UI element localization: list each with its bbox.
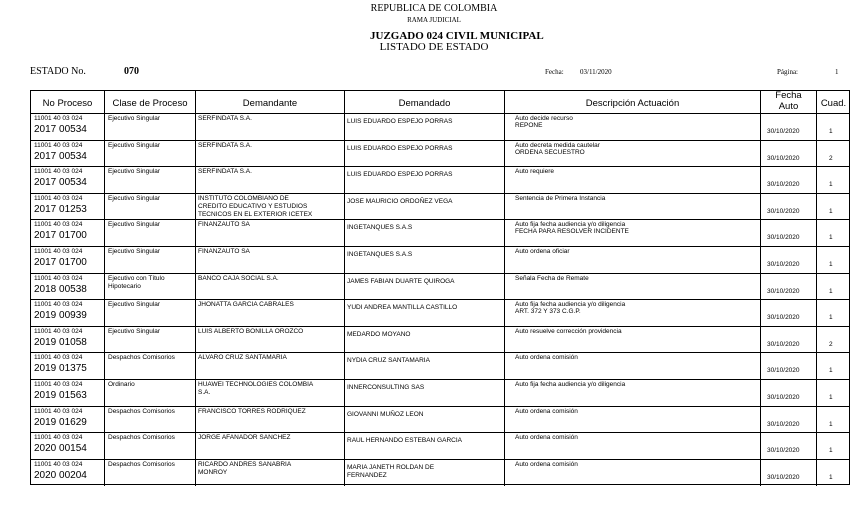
descripcion-detalle: ORDENA SECUESTRO: [515, 149, 585, 156]
cuaderno: 1: [829, 314, 833, 321]
demandado: MEDARDO MOYANO: [347, 331, 411, 338]
header-listado: LISTADO DE ESTADO: [379, 41, 489, 53]
demandado: INNERCONSULTING SAS: [347, 384, 425, 391]
radicado-number: 2019 01375: [34, 363, 87, 374]
cuaderno: 2: [829, 341, 833, 348]
descripcion-actuacion: Auto requiere: [515, 168, 555, 175]
cuaderno: 1: [829, 421, 833, 428]
descripcion-actuacion: Auto fija fecha audiencia y/o diligencia: [515, 301, 626, 308]
radicado-code: 11001 40 03 024: [34, 142, 83, 149]
demandante-line2: S.A.: [198, 389, 211, 396]
table-row[interactable]: [30, 220, 850, 246]
radicado-number: 2017 00534: [34, 124, 87, 135]
cuaderno: 2: [829, 155, 833, 162]
cuaderno: 1: [829, 128, 833, 135]
descripcion-actuacion: Auto fija fecha audiencia y/o diligencia: [515, 221, 626, 228]
table-row[interactable]: [30, 460, 850, 486]
radicado-number: 2017 00534: [34, 151, 87, 162]
demandante: FRANCISCO TORRES RODRIQUEZ: [198, 408, 306, 415]
col-header-cuad: Cuad.: [820, 98, 847, 109]
header-rama: RAMA JUDICIAL: [407, 16, 461, 24]
cuaderno: 1: [829, 208, 833, 215]
fecha-auto: 30/10/2020: [767, 155, 800, 162]
radicado-code: 11001 40 03 024: [34, 328, 83, 335]
radicado-code: 11001 40 03 024: [34, 301, 83, 308]
radicado-code: 11001 40 03 024: [34, 461, 83, 468]
demandante: JORGE AFANADOR SANCHEZ: [198, 434, 291, 441]
radicado-number: 2017 01253: [34, 204, 87, 215]
demandante: LUIS ALBERTO BONILLA OROZCO: [198, 328, 304, 335]
table-row[interactable]: [30, 194, 850, 220]
table-row[interactable]: [30, 327, 850, 353]
fecha-auto: 30/10/2020: [767, 474, 800, 481]
fecha-auto: 30/10/2020: [767, 261, 800, 268]
demandado: LUIS EDUARDO ESPEJO PORRAS: [347, 171, 453, 178]
demandante: SERFINDATA S.A.: [198, 142, 252, 149]
fecha-auto: 30/10/2020: [767, 421, 800, 428]
demandante: ALVARO CRUZ SANTAMARIA: [198, 354, 287, 361]
radicado-number: 2020 00154: [34, 443, 87, 454]
demandado: JOSE MAURICIO ORDOÑEZ VEGA: [347, 198, 453, 205]
demandado: INGETANQUES S.A.S: [347, 251, 413, 258]
demandado: NYDIA CRUZ SANTAMARIA: [347, 357, 430, 364]
col-header-fecha: Fecha: [775, 90, 802, 101]
descripcion-actuacion: Auto fija fecha audiencia y/o diligencia: [515, 381, 626, 388]
fecha-auto: 30/10/2020: [767, 341, 800, 348]
clase-proceso: Ejecutivo con Título: [108, 275, 165, 282]
radicado-number: 2019 01058: [34, 337, 87, 348]
clase-proceso: Ejecutivo Singular: [108, 168, 161, 175]
radicado-number: 2018 00538: [34, 284, 87, 295]
table-row[interactable]: [30, 433, 850, 459]
demandante: SERFINDATA S.A.: [198, 115, 252, 122]
clase-proceso: Ordinario: [108, 381, 135, 388]
fecha-auto: 30/10/2020: [767, 234, 800, 241]
demandado: LUIS EDUARDO ESPEJO PORRAS: [347, 145, 453, 152]
table-row[interactable]: [30, 247, 850, 273]
cuaderno: 1: [829, 181, 833, 188]
col-header-no-proceso: No Proceso: [42, 98, 93, 109]
fecha-auto: 30/10/2020: [767, 367, 800, 374]
demandado: LUIS EDUARDO ESPEJO PORRAS: [347, 118, 453, 125]
col-header-auto: Auto: [778, 101, 799, 112]
demandado-line2: FERNANDEZ: [347, 472, 387, 479]
fecha-label: Fecha:: [545, 68, 564, 76]
demandado: RAUL HERNANDO ESTEBAN GARCIA: [347, 437, 462, 444]
radicado-code: 11001 40 03 024: [34, 275, 83, 282]
col-header-demandante: Demandante: [242, 98, 298, 109]
header-juzgado: JUZGADO 024 CIVIL MUNICIPAL: [370, 30, 544, 42]
fecha-auto: 30/10/2020: [767, 314, 800, 321]
fecha-auto: 30/10/2020: [767, 394, 800, 401]
demandante: FINANZAUTO SA: [198, 221, 250, 228]
clase-proceso: Ejecutivo Singular: [108, 115, 161, 122]
clase-proceso: Ejecutivo Singular: [108, 195, 161, 202]
clase-proceso: Despachos Comisorios: [108, 354, 175, 361]
radicado-code: 11001 40 03 024: [34, 168, 83, 175]
demandante-line2: CREDITO EDUCATIVO Y ESTUDIOS: [198, 203, 308, 210]
demandante: RICARDO ANDRES SANABRIA: [198, 461, 292, 468]
descripcion-actuacion: Auto ordena comisión: [515, 408, 578, 415]
table-row[interactable]: [30, 274, 850, 300]
header-republica: REPUBLICA DE COLOMBIA: [370, 3, 498, 14]
col-header-descripcion: Descripción Actuación: [585, 98, 680, 109]
clase-proceso: Ejecutivo Singular: [108, 248, 161, 255]
cuaderno: 1: [829, 367, 833, 374]
table-row[interactable]: [30, 407, 850, 433]
table-row[interactable]: [30, 380, 850, 406]
radicado-code: 11001 40 03 024: [34, 248, 83, 255]
descripcion-actuacion: Auto ordena oficiar: [515, 248, 570, 255]
table-row[interactable]: [30, 167, 850, 193]
clase-proceso: Despachos Comisorios: [108, 408, 175, 415]
table-row[interactable]: [30, 114, 850, 140]
demandante: SERFINDATA S.A.: [198, 168, 252, 175]
radicado-number: 2019 00939: [34, 310, 87, 321]
cuaderno: 1: [829, 474, 833, 481]
estado-number: 070: [124, 66, 139, 77]
col-header-demandado: Demandado: [398, 98, 451, 109]
descripcion-actuacion: Señala Fecha de Remate: [515, 275, 589, 282]
radicado-number: 2019 01629: [34, 417, 87, 428]
cuaderno: 1: [829, 234, 833, 241]
table-row[interactable]: [30, 141, 850, 167]
descripcion-actuacion: Auto ordena comisión: [515, 461, 578, 468]
radicado-code: 11001 40 03 024: [34, 434, 83, 441]
clase-proceso: Ejecutivo Singular: [108, 328, 161, 335]
fecha-auto: 30/10/2020: [767, 128, 800, 135]
radicado-number: 2017 01700: [34, 230, 87, 241]
radicado-code: 11001 40 03 024: [34, 221, 83, 228]
fecha-auto: 30/10/2020: [767, 288, 800, 295]
radicado-number: 2020 00204: [34, 470, 87, 481]
cuaderno: 1: [829, 261, 833, 268]
descripcion-actuacion: Auto decreta medida cautelar: [515, 142, 600, 149]
clase-proceso: Despachos Comisorios: [108, 434, 175, 441]
pagina-value: 1: [835, 68, 839, 76]
clase-proceso: Ejecutivo Singular: [108, 221, 161, 228]
demandante: FINANZAUTO SA: [198, 248, 250, 255]
cuaderno: 1: [829, 394, 833, 401]
descripcion-detalle: FECHA PARA RESOLVER INCIDENTE: [515, 228, 629, 235]
pagina-label: Página:: [777, 68, 798, 76]
demandado: YUDI ANDREA MANTILLA CASTILLO: [347, 304, 458, 311]
radicado-code: 11001 40 03 024: [34, 115, 83, 122]
radicado-number: 2017 00534: [34, 177, 87, 188]
clase-proceso: Despachos Comisorios: [108, 461, 175, 468]
radicado-number: 2019 01563: [34, 390, 87, 401]
demandante-line3: TECNICOS EN EL EXTERIOR ICETEX: [198, 211, 313, 218]
clase-proceso: Ejecutivo Singular: [108, 301, 161, 308]
demandado: JAMES FABIAN DUARTE QUIROGA: [347, 278, 455, 285]
radicado-code: 11001 40 03 024: [34, 408, 83, 415]
descripcion-detalle: ART. 372 Y 373 C.G.P.: [515, 308, 581, 315]
cuaderno: 1: [829, 288, 833, 295]
fecha-auto: 30/10/2020: [767, 208, 800, 215]
table-row[interactable]: [30, 300, 850, 326]
radicado-number: 2017 01700: [34, 257, 87, 268]
descripcion-actuacion: Auto ordena comisión: [515, 354, 578, 361]
radicado-code: 11001 40 03 024: [34, 354, 83, 361]
descripcion-actuacion: Auto decide recurso: [515, 115, 573, 122]
table-row[interactable]: [30, 353, 850, 379]
fecha-auto: 30/10/2020: [767, 181, 800, 188]
demandado: INGETANQUES S.A.S: [347, 224, 413, 231]
col-header-clase: Clase de Proceso: [112, 98, 188, 109]
cuaderno: 1: [829, 447, 833, 454]
descripcion-detalle: REPONE: [515, 122, 543, 129]
descripcion-actuacion: Sentencia de Primera Instancia: [515, 195, 606, 202]
demandante: INSTITUTO COLOMBIANO DE: [198, 195, 289, 202]
fecha-auto: 30/10/2020: [767, 447, 800, 454]
fecha-value: 03/11/2020: [580, 68, 612, 76]
demandante: HUAWEI TECHNOLOGIES COLOMBIA: [198, 381, 314, 388]
radicado-code: 11001 40 03 024: [34, 195, 83, 202]
estado-label: ESTADO No.: [30, 66, 86, 77]
clase-proceso: Ejecutivo Singular: [108, 142, 161, 149]
demandante: JHONATTA GARCIA CABRALES: [198, 301, 294, 308]
demandante-line2: MONROY: [198, 469, 228, 476]
descripcion-actuacion: Auto ordena comisión: [515, 434, 578, 441]
descripcion-actuacion: Auto resuelve corrección providencia: [515, 328, 622, 335]
clase-proceso-line2: Hipotecario: [108, 283, 141, 290]
demandante: BANCO CAJA SOCIAL S.A.: [198, 275, 279, 282]
demandado: MARIA JANETH ROLDAN DE: [347, 464, 435, 471]
radicado-code: 11001 40 03 024: [34, 381, 83, 388]
demandado: GIOVANNI MUÑOZ LEON: [347, 411, 424, 418]
